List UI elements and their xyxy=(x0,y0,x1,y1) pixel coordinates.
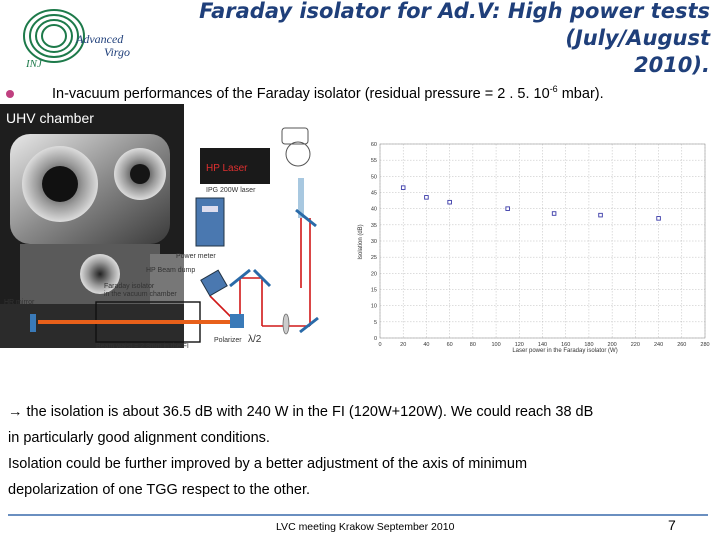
data-point xyxy=(657,217,661,221)
waveplate-icon xyxy=(283,314,289,334)
x-tick-label: 80 xyxy=(469,342,476,348)
beam-dump-icon xyxy=(201,270,227,296)
data-point xyxy=(552,212,556,216)
x-tick-label: 220 xyxy=(630,342,640,348)
faraday-label-line2: in the vacuum chamber xyxy=(104,291,177,298)
logo-tag: INJ xyxy=(26,58,42,68)
bullet-exponent: -6 xyxy=(549,84,558,94)
x-axis-label: Laser power in the Faraday isolator (W) xyxy=(512,348,618,354)
x-tick-label: 20 xyxy=(400,342,407,348)
plot-points xyxy=(401,186,660,220)
bullet-text-end: mbar). xyxy=(557,85,604,102)
x-tick-label: 120 xyxy=(514,342,524,348)
x-tick-label: 40 xyxy=(423,342,430,348)
data-point xyxy=(448,200,452,204)
beam-waist-label: Beam waist = 2.8mm in the FI xyxy=(96,343,189,348)
hp-laser-label: HP Laser xyxy=(206,163,248,174)
fiber-loop-icon xyxy=(286,142,310,166)
body-line-4: depolarization of one TGG respect to the other. xyxy=(8,482,311,498)
y-axis-label: Isolation (dB) xyxy=(358,224,364,260)
page-number: 7 xyxy=(668,517,676,533)
y-tick-label: 30 xyxy=(370,239,377,245)
x-tick-label: 60 xyxy=(446,342,453,348)
y-tick-label: 20 xyxy=(370,271,377,278)
logo-line2: Virgo xyxy=(104,45,130,59)
data-point xyxy=(401,186,405,190)
y-tick-label: 40 xyxy=(370,206,377,213)
data-point xyxy=(506,207,510,211)
optical-setup-diagram xyxy=(0,118,360,348)
slide-title xyxy=(148,0,710,79)
bullet-text xyxy=(52,84,604,102)
hr-mirror-label: HR mirror xyxy=(4,299,35,306)
y-tick-label: 60 xyxy=(370,142,377,148)
data-point xyxy=(599,213,603,217)
photo-label: UHV chamber xyxy=(6,110,94,126)
polarizer-label: Polarizer xyxy=(214,337,242,344)
y-tick-label: 25 xyxy=(370,255,377,262)
beam-dump-label: HP Beam dump xyxy=(146,267,196,274)
body-line-2: in particularly good alignment conditions. xyxy=(8,430,270,446)
y-tick-label: 35 xyxy=(370,222,377,229)
x-tick-label: 260 xyxy=(677,342,687,348)
logo-line1: Advanced xyxy=(76,32,124,46)
power-meter-display xyxy=(202,206,218,212)
body-line-1: → the isolation is about 36.5 dB with 240 W in the FI (120W+120W). We could reach 38 dB xyxy=(8,404,594,420)
power-meter-label: Power meter xyxy=(176,253,216,260)
x-tick-label: 200 xyxy=(607,342,617,348)
plot-axes xyxy=(371,142,710,348)
footer-divider xyxy=(8,514,708,516)
y-tick-label: 10 xyxy=(370,303,377,310)
fiber-coil-icon xyxy=(282,128,308,144)
y-tick-label: 5 xyxy=(373,319,377,326)
plot-grid xyxy=(380,144,705,338)
body-line-3: Isolation could be further improved by a better adjustment of the axis of minimum xyxy=(8,456,528,472)
footer-text: LVC meeting Krakow September 2010 xyxy=(276,521,455,533)
y-tick-label: 50 xyxy=(370,174,377,181)
lambda-half-label: λ/2 xyxy=(248,334,262,345)
x-tick-label: 280 xyxy=(700,342,710,348)
bullet-dot xyxy=(6,90,14,98)
y-tick-label: 45 xyxy=(370,190,377,197)
x-tick-label: 180 xyxy=(584,342,594,348)
advanced-virgo-logo xyxy=(14,6,144,68)
power-meter-icon xyxy=(196,198,224,246)
x-tick-label: 140 xyxy=(537,342,548,348)
faraday-label-line1: Faraday isolator xyxy=(104,283,155,290)
data-point xyxy=(425,196,429,200)
mirror-icon xyxy=(300,318,318,332)
isolation-plot xyxy=(340,132,720,356)
x-tick-label: 100 xyxy=(491,342,501,348)
ipg-laser-label: IPG 200W laser xyxy=(206,187,256,194)
x-tick-label: 240 xyxy=(653,342,664,348)
y-tick-label: 0 xyxy=(373,336,377,342)
hr-mirror-icon xyxy=(30,314,36,332)
y-tick-label: 15 xyxy=(370,287,377,294)
polarizer-icon xyxy=(230,314,244,328)
y-tick-label: 55 xyxy=(370,158,377,165)
title-line1: Faraday isolator for Ad.V: High power tests (July/August xyxy=(199,0,710,50)
x-tick-label: 160 xyxy=(561,342,571,348)
x-tick-label: 0 xyxy=(378,342,382,348)
title-line2: 2010). xyxy=(633,53,710,77)
bullet-text-main: In-vacuum performances of the Faraday isolator (residual pressure = 2 . 5. 10 xyxy=(52,85,550,102)
